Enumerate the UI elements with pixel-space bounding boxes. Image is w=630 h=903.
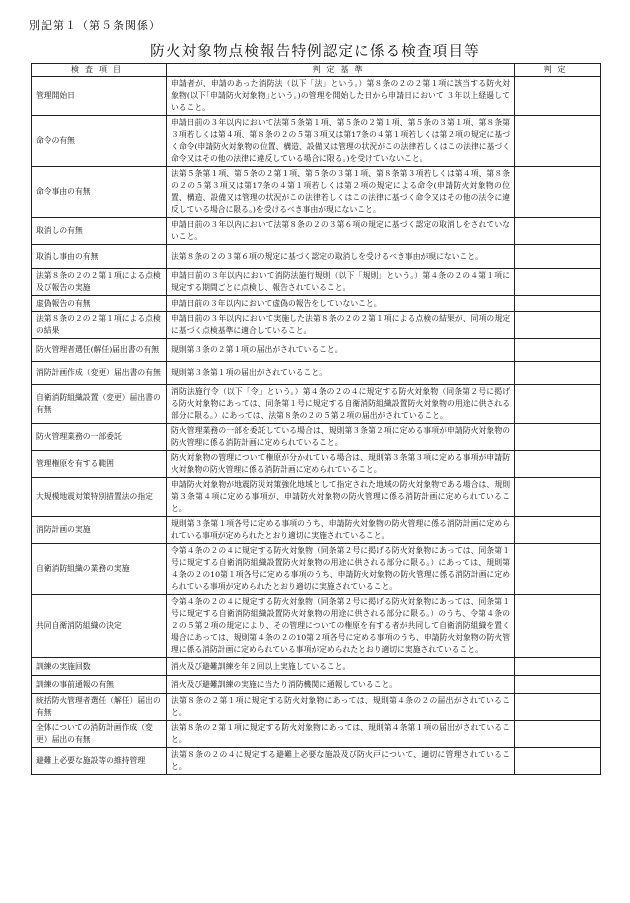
criteria-cell: 申請者が、申請のあった消防法（以下「法」という。）第８条の２の２第１項に該当する防火対象物(以下｢申請防火対象物｣という。)の管理を開始した日から申請日において ３年以上経過していること。 [167, 77, 515, 116]
criteria-cell: 申請日前の３年以内において法第５条第１項、第５条の２第１項、第５条の３第１項、第８条第３項若しくは第４項、第８条の２の５第３項又は第17条の４第１項若しくは第２項の規定に基づく命令(申請防火対象物の位置、構造、設備又は管理の状況がこの法律若しくはこの法律に基づく命令又はその他の法律に違反している場合に限る。)を受けていないこと。 [167, 116, 515, 167]
inspection-item-cell: 管理権原を有する範囲 [32, 451, 167, 478]
inspection-item-cell: 取消しの有無 [32, 218, 167, 245]
judgement-cell [515, 362, 601, 385]
table-row [32, 595, 601, 658]
inspection-item-cell: 虚偽報告の有無 [32, 296, 167, 312]
table-row [32, 478, 601, 517]
criteria-cell: 令第４条の２の４に規定する防火対象物（同条第２号に掲げる防火対象物にあっては、同条第１号に規定する自衛消防組織設置防火対象物の用途に供される部分に限る。）にあっては、規則第４条の２の10第１項各号に定める事項のうち、申請防火対象物の防火管理に係る消防計画に定められている事項が定められたとおり適切に実施されていること。 [167, 544, 515, 595]
criteria-cell: 法第８条の２の４に規定する避難上必要な施設及び防火戸について、適切に管理されていること。 [167, 748, 515, 775]
inspection-item-cell: 法第８条の２の２第１項による点検及び報告の実施 [32, 269, 167, 296]
inspection-item-cell: 自衛消防組織の業務の実施 [32, 544, 167, 595]
inspection-item-cell: 大規模地震対策特別措置法の指定 [32, 478, 167, 517]
judgement-cell [515, 748, 601, 775]
criteria-cell: 規則第３条第１項の届出がされていること。 [167, 362, 515, 385]
judgement-cell [515, 269, 601, 296]
table-row [32, 312, 601, 339]
judgement-cell [515, 451, 601, 478]
judgement-cell [515, 116, 601, 167]
criteria-cell: 申請日前の３年以内において実施した法第８条の２の２第１項による点検の結果が、同項の規定に基づく点検基準に適合していること。 [167, 312, 515, 339]
header-criteria: 判定基準 [167, 64, 515, 77]
inspection-item-cell: 全体についての消防計画作成（変更）届出の有無 [32, 721, 167, 748]
inspection-item-cell: 防火管理業務の一部委託 [32, 424, 167, 451]
judgement-cell [515, 595, 601, 658]
judgement-cell [515, 385, 601, 424]
criteria-cell: 申請防火対象物が地震防災対策強化地域として指定された地域の防火対象物である場合は、規則第３条第４項に定める事項が、申請防火対象物の防火管理に係る消防計画に定められていること。 [167, 478, 515, 517]
criteria-cell: 消防法施行令（以下「令」という。）第４条の２の４に規定する防火対象物（同条第２号に掲げる防火対象物にあっては、同条第１号に規定する自衛消防組織設置防火対象物の用途に供される部分に限る。）にあっては、法第８条の２の５第２項の届出がされていること。 [167, 385, 515, 424]
judgement-cell [515, 517, 601, 544]
table-row [32, 362, 601, 385]
table-row [32, 451, 601, 478]
document-title: 防火対象物点検報告特例認定に係る検査項目等 [150, 44, 480, 60]
inspection-item-cell: 管理開始日 [32, 77, 167, 116]
inspection-item-cell: 自衛消防組織設置（変更）届出書の有無 [32, 385, 167, 424]
judgement-cell [515, 77, 601, 116]
table-row [32, 424, 601, 451]
judgement-cell [515, 544, 601, 595]
inspection-item-cell: 訓練の事前通報の有無 [32, 676, 167, 694]
criteria-cell: 防火対象物の管理について権原が分かれている場合は、規則第３条第３項に定める事項が申請防火対象物の防火管理に係る消防計画に定められていること。 [167, 451, 515, 478]
table-row [32, 658, 601, 676]
table-row [32, 748, 601, 775]
inspection-item-cell: 命令事由の有無 [32, 167, 167, 218]
table-row [32, 269, 601, 296]
criteria-cell: 消火及び避難訓練の実施に当たり消防機関に通報していること。 [167, 676, 515, 694]
judgement-cell [515, 478, 601, 517]
judgement-cell [515, 296, 601, 312]
inspection-item-cell: 共同自衛消防組織の決定 [32, 595, 167, 658]
judgement-cell [515, 658, 601, 676]
table-header-row [32, 64, 601, 77]
judgement-cell [515, 312, 601, 339]
criteria-cell: 申請日前の３年以内において消防法施行規則（以下「規則」という。）第４条の２の４第１項に規定する期間ごとに点検し、報告されていること。 [167, 269, 515, 296]
criteria-cell: 申請日前の３年以内において法第８条の２の３第６項の規定に基づく認定の取消しをされていないこと。 [167, 218, 515, 245]
judgement-cell [515, 694, 601, 721]
table-row [32, 544, 601, 595]
criteria-cell: 法第８条の２第１項に規定する防火対象物にあっては、規則第４条第１項の届出がされていること。 [167, 721, 515, 748]
table-row [32, 676, 601, 694]
table-row [32, 77, 601, 116]
inspection-item-cell: 訓練の実施回数 [32, 658, 167, 676]
table-row [32, 385, 601, 424]
criteria-cell: 防火管理業務の一部を委託している場合は、規則第３条第２項に定める事項が申請防火対象物の防火管理に係る消防計画に定められていること。 [167, 424, 515, 451]
inspection-item-cell: 命令の有無 [32, 116, 167, 167]
inspection-item-cell: 法第８条の２の２第１項による点検の結果 [32, 312, 167, 339]
inspection-item-cell: 避難上必要な施設等の維持管理 [32, 748, 167, 775]
criteria-cell: 規則第３条の２第１項の届出がされていること。 [167, 339, 515, 362]
criteria-cell: 法第８条の２第１項に規定する防火対象物にあっては、規則第４条の２の届出がされていること。 [167, 694, 515, 721]
inspection-item-cell: 消防計画の実施 [32, 517, 167, 544]
table-row [32, 116, 601, 167]
table-row [32, 218, 601, 245]
table-row [32, 721, 601, 748]
criteria-cell: 法第８条の２の３第６項の規定に基づく認定の取消しを受けるべき事由が現にないこと。 [167, 245, 515, 269]
criteria-cell: 法第５条第１項、第５条の２第１項、第５条の３第１項、第８条第３項若しくは第４項、第８条の２の５第３項又は第17条の４第１項若しくは第２項の規定による命令(申請防火対象物の位置、構造、設備又は管理の状況がこの法律若しくはこの法律に基づく命令又はその他の法令に違反している場合に限る。)を受けるべき事由が現にないこと。 [167, 167, 515, 218]
judgement-cell [515, 245, 601, 269]
inspection-table [31, 63, 601, 775]
criteria-cell: 規則第３条第１項各号に定める事項のうち、申請防火対象物の防火管理に係る消防計画に定められている事項が定められたとおり適切に実施されていること。 [167, 517, 515, 544]
judgement-cell [515, 676, 601, 694]
header-judgement: 判定 [515, 64, 601, 77]
inspection-item-cell: 統括防火管理者選任（解任）届出の有無 [32, 694, 167, 721]
criteria-cell: 申請日前の３年以内において虚偽の報告をしていないこと。 [167, 296, 515, 312]
table-row [32, 694, 601, 721]
judgement-cell [515, 424, 601, 451]
inspection-item-cell: 取消し事由の有無 [32, 245, 167, 269]
judgement-cell [515, 339, 601, 362]
inspection-item-cell: 防火管理者選任(解任)届出書の有無 [32, 339, 167, 362]
judgement-cell [515, 167, 601, 218]
table-row [32, 517, 601, 544]
criteria-cell: 令第４条の２の４に規定する防火対象物（同条第２号に掲げる防火対象物にあっては、同条第１号に規定する自衛消防組織設置防火対象物の用途に供される部分に限る。）のうち、令第４条の２の５第２項の規定により、その管理についての権原を有する者が共同して自衛消防組織を置く場合にあっては、規則第４条の２の10第２項各号に定める事項のうち、申請防火対象物の防火管理に係る消防計画に定められている事項が定められたとおり適切に実施されていること。 [167, 595, 515, 658]
header-inspection-item: 検査項目 [32, 64, 167, 77]
table-row [32, 245, 601, 269]
criteria-cell: 消火及び避難訓練を年２回以上実施していること。 [167, 658, 515, 676]
inspection-item-cell: 消防計画作成（変更）届出書の有無 [32, 362, 167, 385]
annex-label: 別記第１（第５条関係） [29, 19, 161, 32]
table-row [32, 167, 601, 218]
table-row [32, 339, 601, 362]
judgement-cell [515, 721, 601, 748]
judgement-cell [515, 218, 601, 245]
table-row [32, 296, 601, 312]
